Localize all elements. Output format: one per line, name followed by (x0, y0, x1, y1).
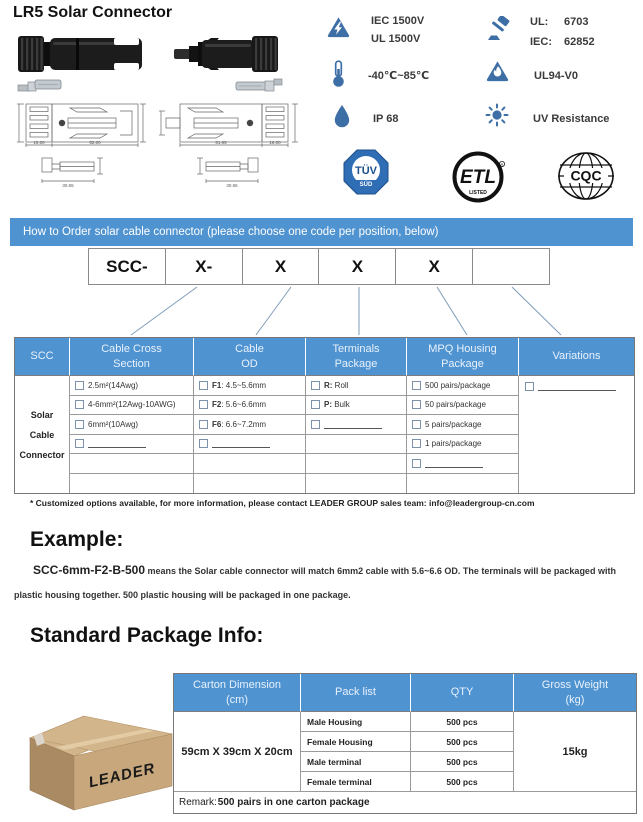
pack-list-item: Male terminal (301, 752, 411, 772)
empty-cell (306, 435, 407, 455)
package-info-table (173, 673, 637, 814)
carton-box-image (26, 698, 178, 814)
write-in-line[interactable] (212, 439, 270, 448)
checkbox[interactable] (75, 420, 84, 429)
option-cable-cross-section: 2.5m²(14Awg) (70, 376, 194, 396)
column-header-cable-od: Cable OD (194, 338, 306, 376)
pack-list-item: Male Housing (301, 712, 411, 732)
dim-label: 18.00 (33, 140, 45, 145)
column-header-cable-cross-section: Cable Cross Section (70, 338, 194, 376)
checkbox[interactable] (199, 381, 208, 390)
write-in-line[interactable] (425, 459, 483, 468)
option-terminals-package: R: Roll (306, 376, 407, 396)
pack-qty: 500 pcs (411, 732, 514, 752)
option-terminals-package-custom (306, 415, 407, 435)
option-cable-cross-section: 6mm²(10Awg) (70, 415, 194, 435)
svg-text:LISTED: LISTED (469, 190, 487, 196)
pack-qty: 500 pcs (411, 752, 514, 772)
option-mpq-package: 50 pairs/package (407, 396, 519, 416)
svg-text:ETL: ETL (460, 167, 496, 188)
package-info-heading: Standard Package Info: (30, 624, 264, 647)
empty-cell (194, 474, 306, 494)
option-variations-custom (519, 376, 634, 493)
dim-label: 30.65 (226, 183, 238, 188)
option-mpq-package-custom (407, 454, 519, 474)
checkbox[interactable] (311, 400, 320, 409)
box-brand-logo: LEADER (87, 759, 157, 792)
order-code-row (88, 248, 550, 285)
empty-cell (70, 474, 194, 494)
waterproof-drop-icon (333, 104, 351, 128)
checkbox[interactable] (75, 400, 84, 409)
pack-list-item: Female Housing (301, 732, 411, 752)
checkbox[interactable] (412, 381, 421, 390)
column-header-mpq-housing-package: MPQ Housing Package (407, 338, 519, 376)
option-cable-od: F2: 5.6~6.6mm (194, 396, 306, 416)
option-terminals-package: P: Bulk (306, 396, 407, 416)
checkbox[interactable] (412, 420, 421, 429)
option-mpq-package: 1 pairs/package (407, 435, 519, 455)
empty-cell (306, 474, 407, 494)
how-to-order-banner: How to Order solar cable connector (please choose one code per position, below) (10, 218, 633, 246)
svg-text:R: R (500, 162, 504, 167)
example-order-code: SCC-6mm-F2-B-500 (33, 563, 146, 577)
column-header-variations: Variations (519, 338, 634, 376)
option-cable-od-custom (194, 435, 306, 455)
empty-cell (407, 474, 519, 494)
male-terminal-photo (232, 76, 288, 93)
thermometer-icon (331, 60, 346, 88)
order-code-position-5 (473, 249, 549, 284)
order-code-position-1: X- (166, 249, 243, 284)
empty-cell (306, 454, 407, 474)
gross-weight-value: 15kg (514, 712, 636, 792)
scc-row-label: Solar Cable Connector (15, 376, 70, 493)
option-cable-od: F6: 6.6~7.2mm (194, 415, 306, 435)
option-cable-cross-section-custom (70, 435, 194, 455)
write-in-line[interactable] (324, 420, 382, 429)
code-to-column-lines (0, 285, 643, 337)
order-code-prefix: SCC- (89, 249, 166, 284)
tuv-sud-logo (342, 148, 390, 200)
uv-sun-icon (485, 103, 509, 127)
package-remark: Remark: 500 pairs in one carton package (179, 797, 370, 808)
spec-voltage: IEC 1500V UL 1500V (371, 15, 425, 45)
flammability-triangle-icon (486, 60, 509, 82)
svg-text:TÜV: TÜV (355, 165, 377, 177)
male-connector-drawing (158, 99, 303, 147)
dim-label: 18.00 (269, 140, 281, 145)
example-paragraph: SCC-6mm-F2-B-500 means the Solar cable connector will match 6mm2 cable with 5.6~6.6 OD. The terminals will be packaged with plastic housing together. 500 plastic housing will be packaged in one package. (14, 563, 616, 600)
option-cable-od: F1: 4.5~5.6mm (194, 376, 306, 396)
etl-listed-logo (452, 150, 506, 204)
write-in-line[interactable] (538, 382, 616, 391)
page-title: LR5 Solar Connector (13, 4, 173, 21)
certification-gavel-icon (486, 16, 512, 43)
dim-label: 52.00 (89, 140, 101, 145)
checkbox[interactable] (311, 381, 320, 390)
package-header-carton-dimension: Carton Dimension (cm) (174, 674, 301, 712)
write-in-line[interactable] (88, 439, 146, 448)
spec-standards: UL: 6703 IEC: 62852 (530, 16, 595, 48)
option-mpq-package: 5 pairs/package (407, 415, 519, 435)
female-terminal-drawing (34, 150, 112, 190)
female-connector-photo (16, 30, 146, 78)
checkbox[interactable] (199, 420, 208, 429)
dim-label: 51.65 (215, 140, 227, 145)
svg-text:CQC: CQC (570, 167, 602, 184)
order-code-position-3: X (319, 249, 396, 284)
pack-qty: 500 pcs (411, 772, 514, 792)
checkbox[interactable] (311, 420, 320, 429)
customization-footnote: * Customized options available, for more information, please contact LEADER GROUP sales team: info@leadergroup-cn.com (30, 498, 535, 508)
checkbox[interactable] (412, 400, 421, 409)
carton-dimension-value: 59cm X 39cm X 20cm (174, 712, 301, 792)
svg-text:SÜD: SÜD (359, 182, 373, 188)
option-cable-cross-section: 4-6mm²(12Awg-10AWG) (70, 396, 194, 416)
checkbox[interactable] (412, 459, 421, 468)
pack-list-item: Female terminal (301, 772, 411, 792)
package-header-pack-list: Pack list (301, 674, 411, 712)
spec-ip-rating: IP 68 (373, 113, 399, 125)
dim-label: 30.65 (62, 183, 74, 188)
order-code-position-4: X (396, 249, 473, 284)
example-heading: Example: (30, 528, 124, 551)
female-terminal-photo (16, 76, 66, 93)
checkbox[interactable] (75, 439, 84, 448)
option-mpq-package: 500 pairs/package (407, 376, 519, 396)
order-code-position-2: X (243, 249, 320, 284)
spec-uv-resistance: UV Resistance (533, 113, 610, 125)
male-terminal-drawing (192, 150, 270, 190)
spec-flammability: UL94-V0 (534, 70, 579, 82)
checkbox[interactable] (75, 381, 84, 390)
checkbox[interactable] (199, 400, 208, 409)
cqc-logo (556, 151, 616, 201)
order-options-table (14, 337, 635, 494)
female-connector-drawing (16, 99, 148, 147)
checkbox[interactable] (412, 439, 421, 448)
column-header-terminals-package: Terminals Package (306, 338, 407, 376)
spec-temperature: -40℃~85℃ (368, 70, 430, 82)
column-header-scc: SCC (15, 338, 70, 376)
checkbox[interactable] (199, 439, 208, 448)
pack-qty: 500 pcs (411, 712, 514, 732)
empty-cell (194, 454, 306, 474)
male-connector-photo (172, 30, 282, 78)
empty-cell (70, 454, 194, 474)
voltage-warning-icon (327, 16, 350, 38)
package-header-gross-weight: Gross Weight (kg) (514, 674, 636, 712)
package-header-qty: QTY (411, 674, 514, 712)
checkbox[interactable] (525, 382, 534, 391)
